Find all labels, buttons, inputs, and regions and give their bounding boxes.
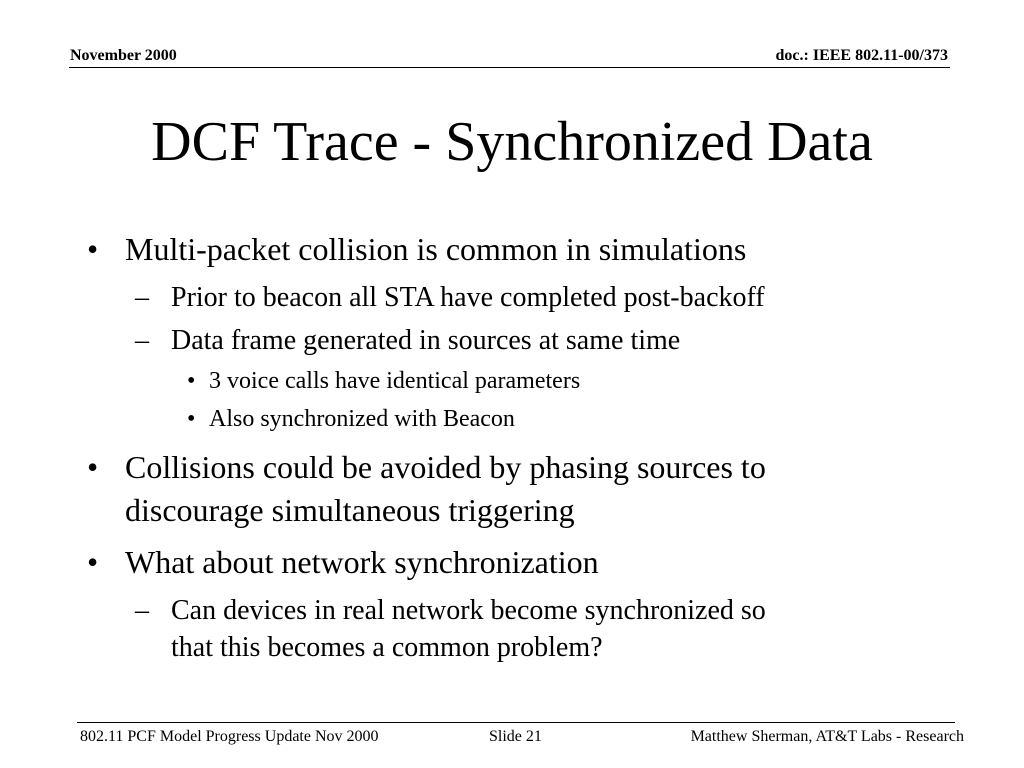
bullet-text-line-2: discourage simultaneous triggering	[125, 492, 575, 528]
bullet-item	[87, 541, 599, 583]
bullet-text: What about network synchronization	[125, 544, 599, 580]
sub-bullet-item	[135, 279, 765, 317]
header-date: November 2000	[70, 47, 177, 64]
sub-bullet-text-line-1: Can devices in real network become synchronized so	[171, 595, 766, 626]
sub-bullet-text: Data frame generated in sources at same time	[171, 325, 681, 356]
bullet-item	[87, 446, 766, 488]
sub-bullet-item	[135, 322, 681, 360]
sub-bullet-marker: –	[135, 325, 149, 356]
sub-bullet-marker: –	[135, 282, 149, 313]
bullet-text-line-1: Collisions could be avoided by phasing sources to	[125, 449, 766, 485]
bullet-item	[87, 228, 747, 270]
sub-sub-bullet-text: Also synchronized with Beacon	[209, 406, 515, 432]
sub-sub-bullet-item	[187, 365, 581, 398]
slide-title: DCF Trace - Synchronized Data	[151, 111, 873, 173]
sub-bullet-marker: –	[135, 595, 149, 626]
sub-bullet-text-line-2: that this becomes a common problem?	[171, 632, 603, 663]
header-doc-id: doc.: IEEE 802.11-00/373	[775, 47, 948, 64]
bullet-continuation	[125, 489, 575, 531]
footer-slide-number: Slide 21	[489, 728, 542, 745]
footer-presentation-title: 802.11 PCF Model Progress Update Nov 2000	[80, 728, 379, 745]
sub-bullet-item	[135, 592, 766, 630]
footer-author: Matthew Sherman, AT&T Labs - Research	[690, 728, 964, 745]
sub-bullet-continuation	[171, 629, 603, 667]
footer-rule	[77, 722, 955, 723]
bullet-marker: •	[87, 544, 99, 580]
sub-sub-bullet-item	[187, 403, 515, 436]
bullet-marker: •	[87, 449, 99, 485]
sub-sub-bullet-text: 3 voice calls have identical parameters	[209, 368, 581, 394]
sub-sub-bullet-marker: •	[187, 368, 196, 394]
bullet-marker: •	[87, 231, 99, 267]
sub-sub-bullet-marker: •	[187, 406, 196, 432]
sub-bullet-text: Prior to beacon all STA have completed post-backoff	[171, 282, 765, 313]
bullet-text: Multi-packet collision is common in simulations	[125, 231, 747, 267]
